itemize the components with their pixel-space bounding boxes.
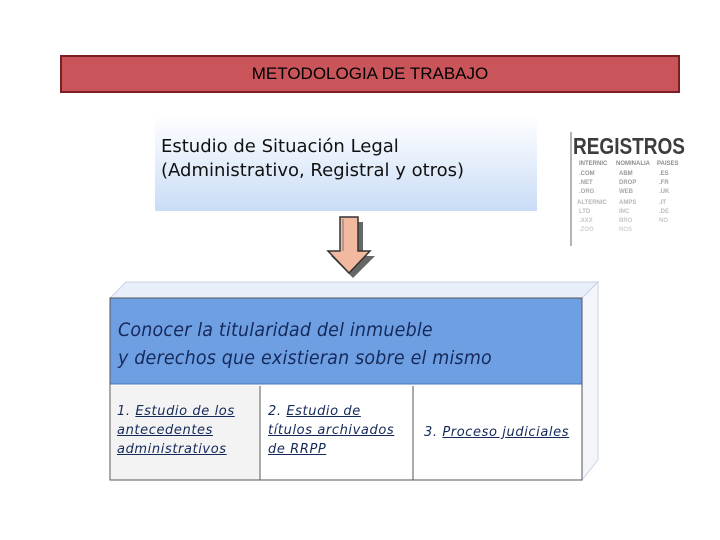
titularity-line-2: y derechos que existieran sobre el mismo (118, 347, 492, 369)
step-number: 3. (424, 425, 438, 440)
step-text: Estudio de los (135, 404, 235, 419)
registros-logo-image (569, 130, 689, 248)
step-text: antecedentes (117, 423, 214, 438)
title-bar (60, 55, 680, 93)
step-number: 1. (117, 404, 131, 419)
step-text: Proceso judiciales (442, 425, 570, 440)
step-text: títulos archivados (268, 423, 395, 438)
step-number: 2. (268, 404, 282, 419)
step-text: administrativos (117, 442, 227, 457)
svg-text:REGISTROS: REGISTROS (573, 133, 685, 159)
page-title: METODOLOGIA DE TRABAJO (251, 64, 489, 83)
step-title-study (268, 402, 418, 459)
titularity-text (118, 316, 588, 372)
study-line-2: (Administrativo, Registral y otros) (161, 160, 465, 181)
study-line-1: Estudio de Situación Legal (161, 136, 399, 157)
down-arrow-icon (324, 215, 376, 279)
titularity-line-1: Conocer la titularidad del inmueble (118, 319, 433, 341)
legal-study-box (155, 113, 537, 211)
step-judicial-process (424, 423, 594, 442)
step-administrative-study (117, 402, 257, 459)
step-text: de RRPP (268, 442, 327, 457)
step-text: Estudio de (286, 404, 361, 419)
